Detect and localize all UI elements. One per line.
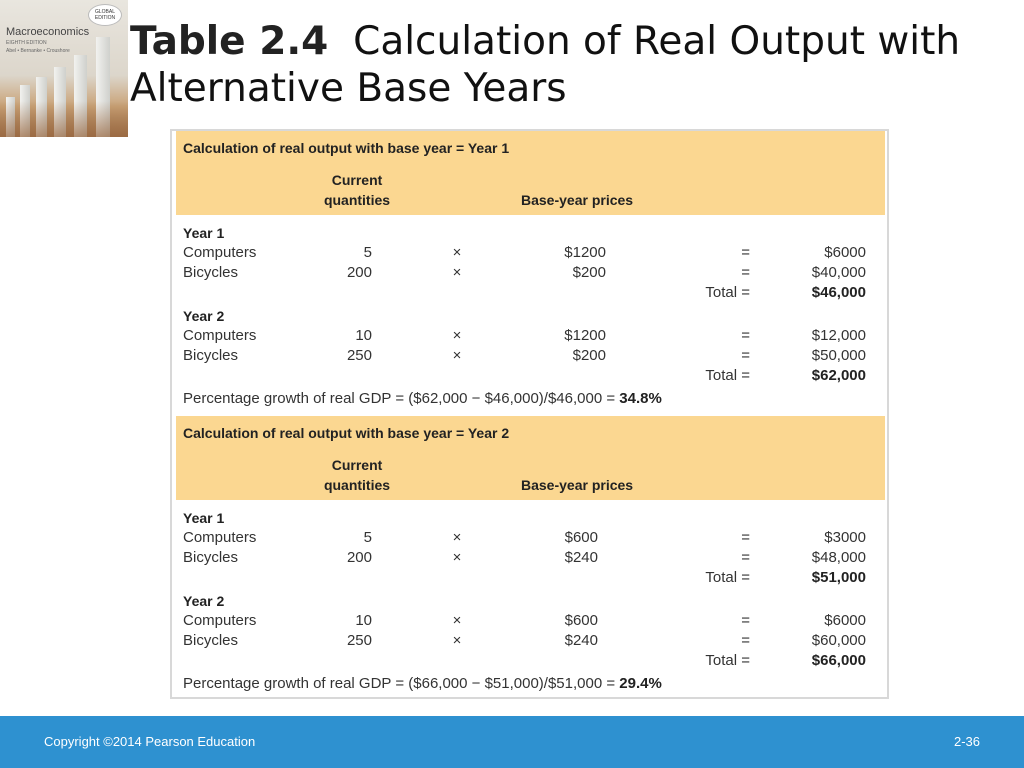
copyright-text: Copyright ©2014 Pearson Education: [44, 734, 256, 749]
col-header-price: Base-year prices: [521, 192, 634, 208]
slide-title: [130, 18, 1010, 112]
real-output-table: [170, 129, 889, 699]
cover-title: Macroeconomics: [6, 26, 90, 38]
col-header-qty-line2: quantities: [323, 192, 391, 208]
table-row: Computers 10 × $600 = $6000: [183, 612, 866, 629]
col-header-qty-line1: Current: [331, 172, 383, 188]
table-row: Bicycles 250 × $200 = $50,000: [183, 347, 866, 364]
growth-value: 29.4%: [619, 675, 662, 692]
title-text: Calculation of Real Output with Alternative Base Years: [130, 19, 961, 111]
year-label: Year 1: [183, 510, 225, 526]
cover-edition: EIGHTH EDITION: [6, 40, 47, 46]
table-row: Bicycles 250 × $240 = $60,000: [183, 632, 866, 649]
table-row: Computers 10 × $1200 = $12,000: [183, 327, 866, 344]
table-row: Computers 5 × $600 = $3000: [183, 529, 866, 546]
cover-floor: [0, 101, 128, 137]
book-cover-thumbnail: [0, 0, 128, 137]
growth-formula: Percentage growth of real GDP = ($66,000 − $51,000)/$51,000 =: [183, 675, 620, 692]
year-label: Year 1: [183, 225, 225, 241]
cover-edition-badge: GLOBAL EDITION: [88, 4, 122, 26]
year-label: Year 2: [183, 593, 225, 609]
section-heading: Calculation of real output with base year = Year 1: [183, 140, 510, 156]
section-heading: Calculation of real output with base year = Year 2: [183, 425, 510, 441]
table-number: Table 2.4: [130, 19, 329, 64]
col-header-qty-line1: Current: [331, 457, 383, 473]
col-header-qty-line2: quantities: [323, 477, 391, 493]
year-label: Year 2: [183, 308, 225, 324]
growth-row: [172, 674, 887, 694]
total-row: Total = $51,000: [705, 569, 866, 586]
total-row: Total = $62,000: [705, 367, 866, 384]
growth-row: [172, 389, 887, 409]
total-row: Total = $66,000: [705, 652, 866, 669]
growth-formula: Percentage growth of real GDP = ($62,000 − $46,000)/$46,000 =: [183, 390, 620, 407]
total-row: Total = $46,000: [705, 284, 866, 301]
cover-authors: Abel • Bernanke • Croushore: [6, 48, 70, 54]
growth-value: 34.8%: [619, 390, 662, 407]
table-row: Bicycles 200 × $240 = $48,000: [183, 549, 866, 566]
footer-bar: [0, 716, 1024, 768]
table-row: Bicycles 200 × $200 = $40,000: [183, 264, 866, 281]
table-row: Computers 5 × $1200 = $6000: [183, 244, 866, 261]
col-header-price: Base-year prices: [521, 477, 634, 493]
slide-number: 2-36: [953, 734, 980, 749]
